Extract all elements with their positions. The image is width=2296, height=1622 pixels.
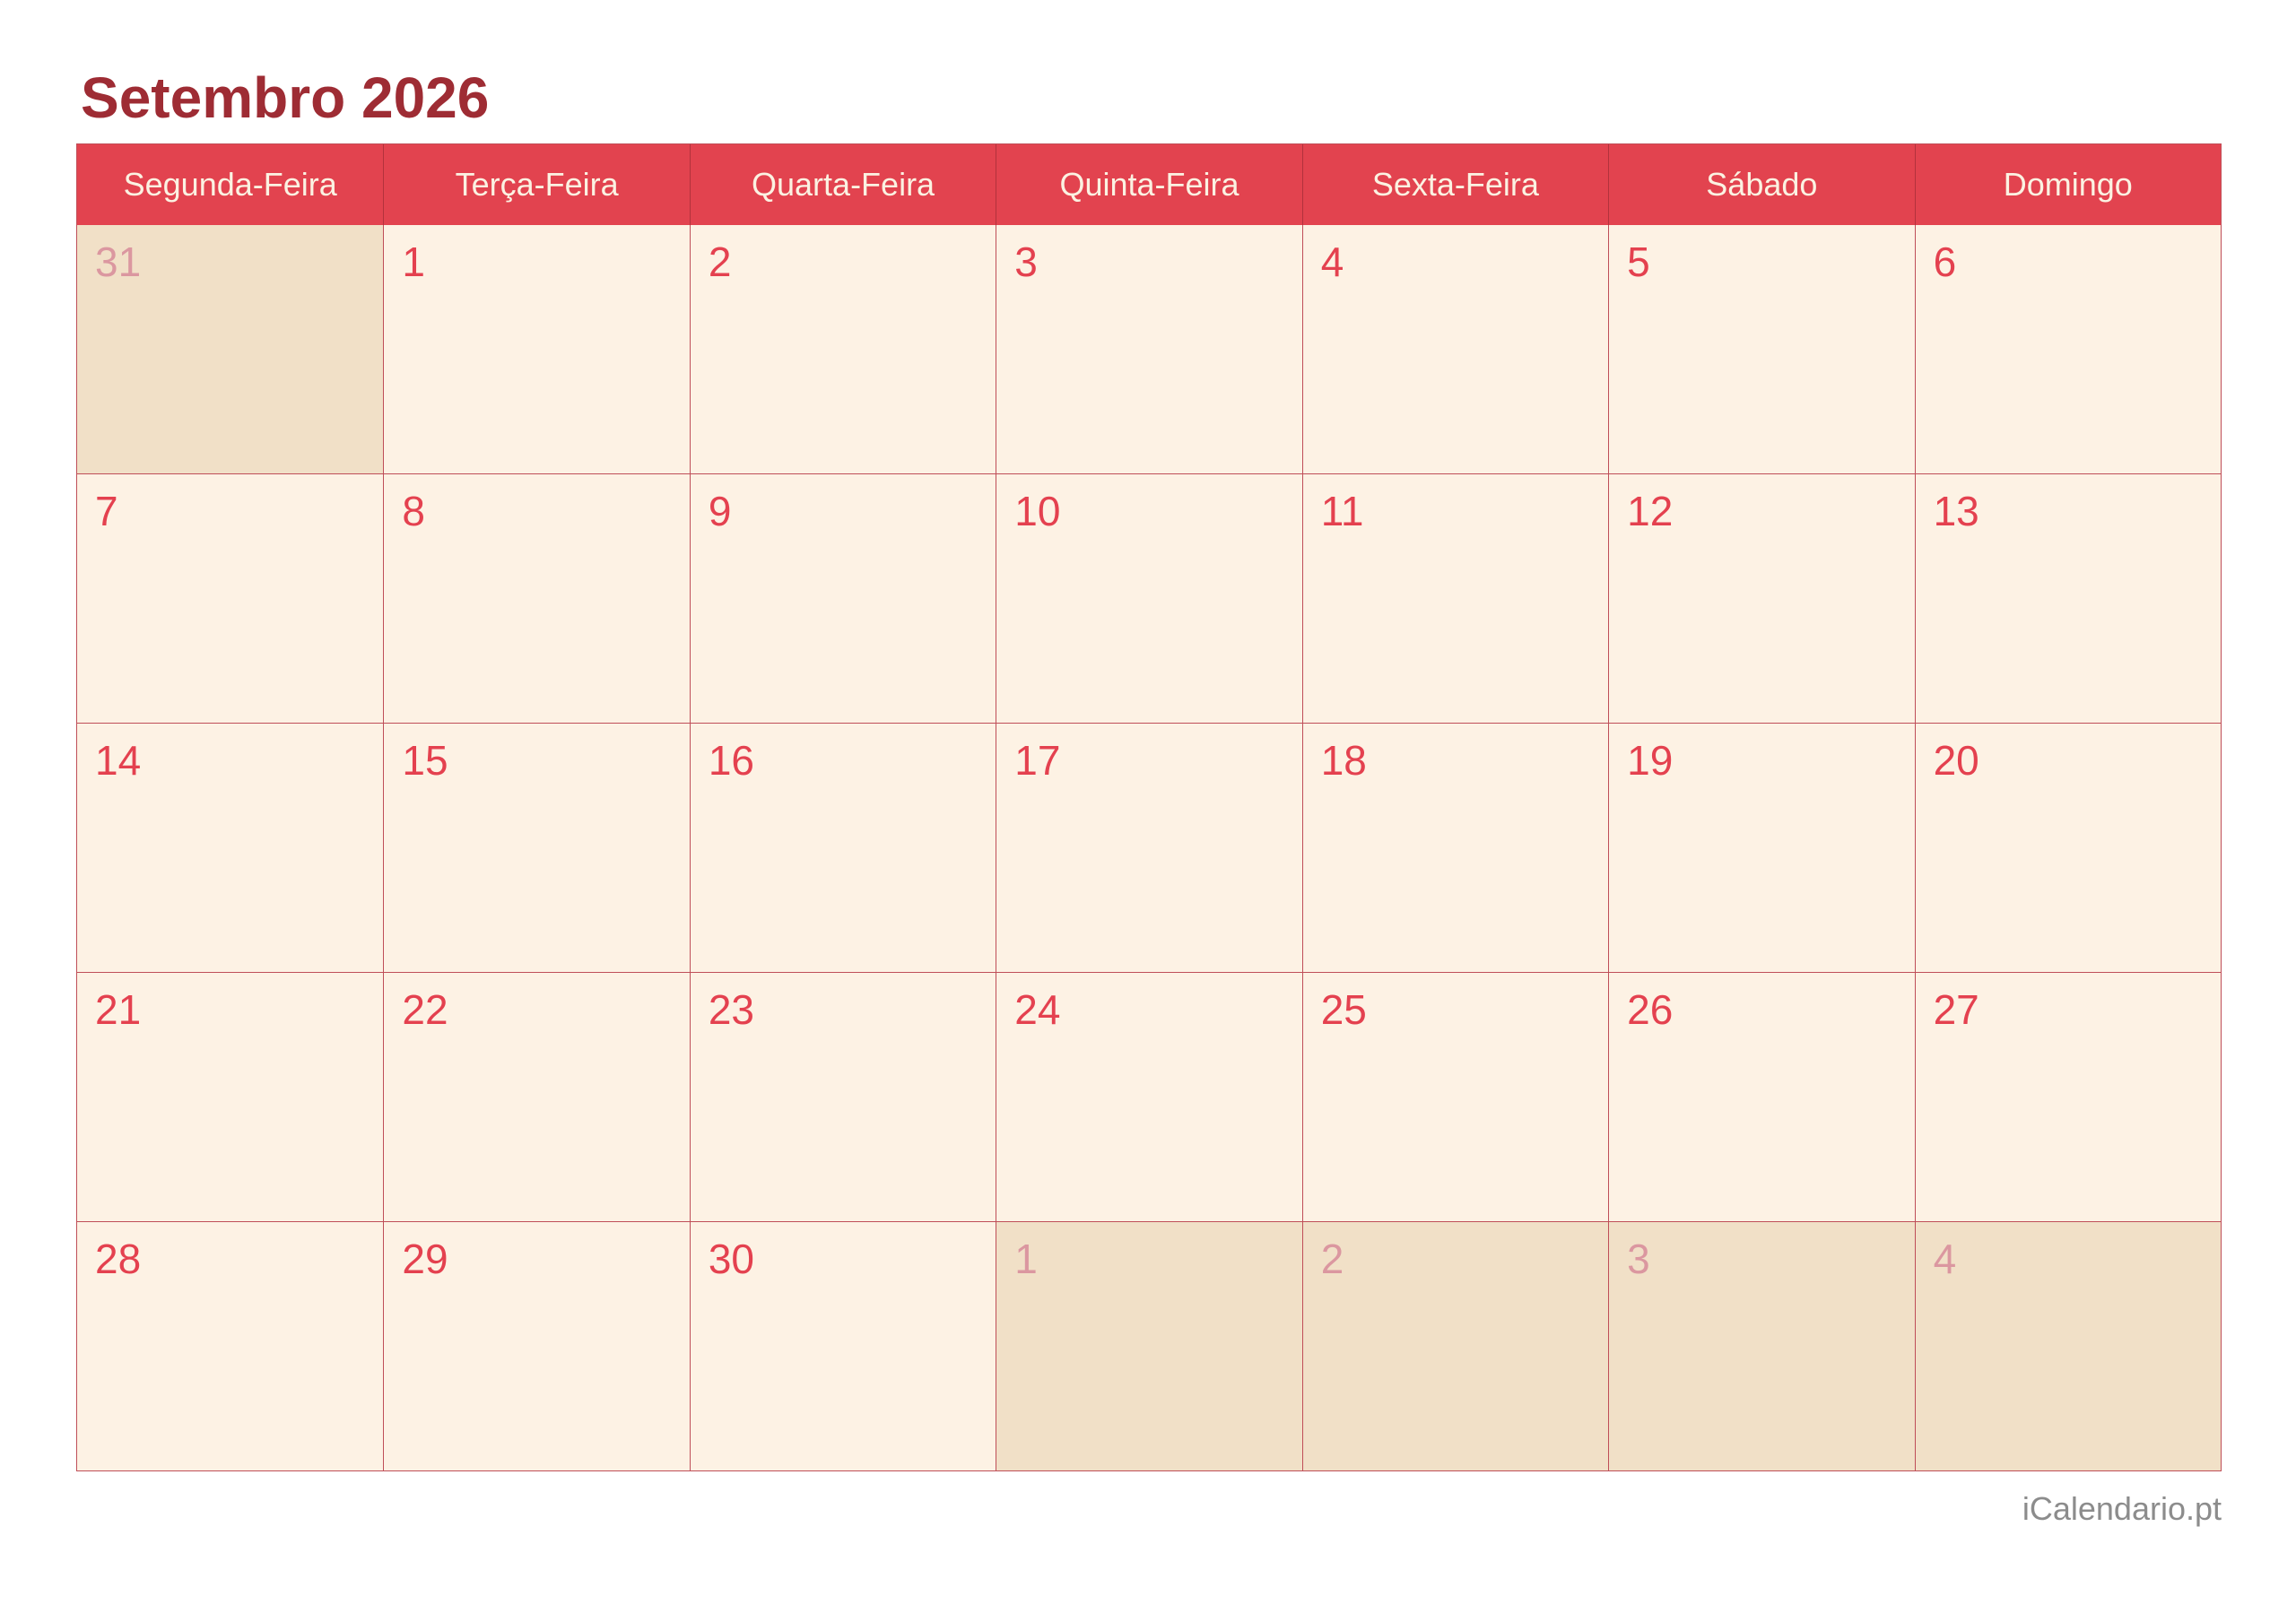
day-number: 27: [1933, 986, 1979, 1033]
day-cell: [383, 225, 689, 473]
day-cell: [1608, 225, 1914, 473]
day-cell: [1302, 973, 1608, 1221]
day-number: 10: [1014, 488, 1061, 534]
day-cell: [1608, 973, 1914, 1221]
day-number: 29: [402, 1236, 448, 1282]
weekday-header-row: [77, 144, 2221, 225]
week-row: [77, 1221, 2221, 1470]
page-title: Setembro 2026: [81, 65, 490, 130]
weekday-cell-friday: Sexta-Feira: [1302, 144, 1608, 225]
day-cell: [690, 973, 996, 1221]
day-number: 25: [1320, 986, 1367, 1033]
calendar-grid: [77, 225, 2221, 1470]
day-number: 18: [1320, 737, 1367, 784]
day-cell: [1302, 474, 1608, 723]
day-cell: [996, 1222, 1301, 1470]
day-number: 13: [1933, 488, 1979, 534]
weekday-cell-wednesday: Quarta-Feira: [690, 144, 996, 225]
day-cell: [690, 474, 996, 723]
day-cell: [1608, 724, 1914, 972]
day-cell: [690, 1222, 996, 1470]
day-cell: [1302, 1222, 1608, 1470]
day-cell: [383, 1222, 689, 1470]
day-number: 4: [1933, 1236, 1957, 1282]
day-number: 11: [1320, 488, 1364, 534]
day-cell: [1915, 225, 2221, 473]
day-number: 26: [1627, 986, 1674, 1033]
weekday-cell-thursday: Quinta-Feira: [996, 144, 1301, 225]
day-cell: [383, 973, 689, 1221]
day-number: 30: [708, 1236, 755, 1282]
day-number: 8: [402, 488, 426, 534]
day-number: 2: [708, 239, 732, 285]
week-row: [77, 723, 2221, 972]
day-cell: [1302, 225, 1608, 473]
day-cell: [77, 973, 383, 1221]
day-cell: [383, 474, 689, 723]
weekday-cell-monday: Segunda-Feira: [123, 166, 337, 203]
day-number: 14: [95, 737, 142, 784]
day-number: 20: [1933, 737, 1979, 784]
day-cell: [383, 724, 689, 972]
week-row: [77, 972, 2221, 1221]
day-cell: [77, 1222, 383, 1470]
day-cell: [996, 474, 1301, 723]
day-number: 22: [402, 986, 448, 1033]
day-cell: [690, 225, 996, 473]
day-number: 23: [708, 986, 755, 1033]
day-cell: [1915, 1222, 2221, 1470]
day-cell: [77, 225, 383, 473]
day-number: 1: [1014, 1236, 1038, 1282]
day-cell: [1608, 1222, 1914, 1470]
day-number: 17: [1014, 737, 1061, 784]
day-number: 16: [708, 737, 755, 784]
day-number: 24: [1014, 986, 1061, 1033]
weekday-cell-saturday: Sábado: [1608, 144, 1914, 225]
weekday-cell-sunday: Domingo: [1915, 144, 2221, 225]
day-number: 3: [1014, 239, 1038, 285]
day-cell: [77, 474, 383, 723]
day-cell: [1915, 973, 2221, 1221]
day-number: 7: [95, 488, 118, 534]
day-cell: [996, 973, 1301, 1221]
day-cell: [1915, 724, 2221, 972]
calendar-table: [76, 143, 2222, 1471]
day-number: 19: [1627, 737, 1674, 784]
day-cell: [1302, 724, 1608, 972]
day-number: 6: [1933, 239, 1957, 285]
day-number: 15: [402, 737, 448, 784]
day-number: 12: [1627, 488, 1674, 534]
credit-text: iCalendario.pt: [2022, 1490, 2222, 1527]
day-number: 28: [95, 1236, 142, 1282]
day-cell: [996, 724, 1301, 972]
day-cell: [1608, 474, 1914, 723]
week-row: [77, 473, 2221, 723]
day-number: 5: [1627, 239, 1650, 285]
day-number: 2: [1320, 1236, 1344, 1282]
day-cell: [996, 225, 1301, 473]
day-number: 9: [708, 488, 732, 534]
day-cell: [77, 724, 383, 972]
day-cell: [1915, 474, 2221, 723]
day-number: 31: [95, 239, 142, 285]
day-number: 3: [1627, 1236, 1650, 1282]
week-row: [77, 225, 2221, 473]
day-number: 21: [95, 986, 142, 1033]
day-cell: [690, 724, 996, 972]
day-number: 1: [402, 239, 426, 285]
weekday-cell-tuesday: Terça-Feira: [383, 144, 689, 225]
day-number: 4: [1320, 239, 1344, 285]
